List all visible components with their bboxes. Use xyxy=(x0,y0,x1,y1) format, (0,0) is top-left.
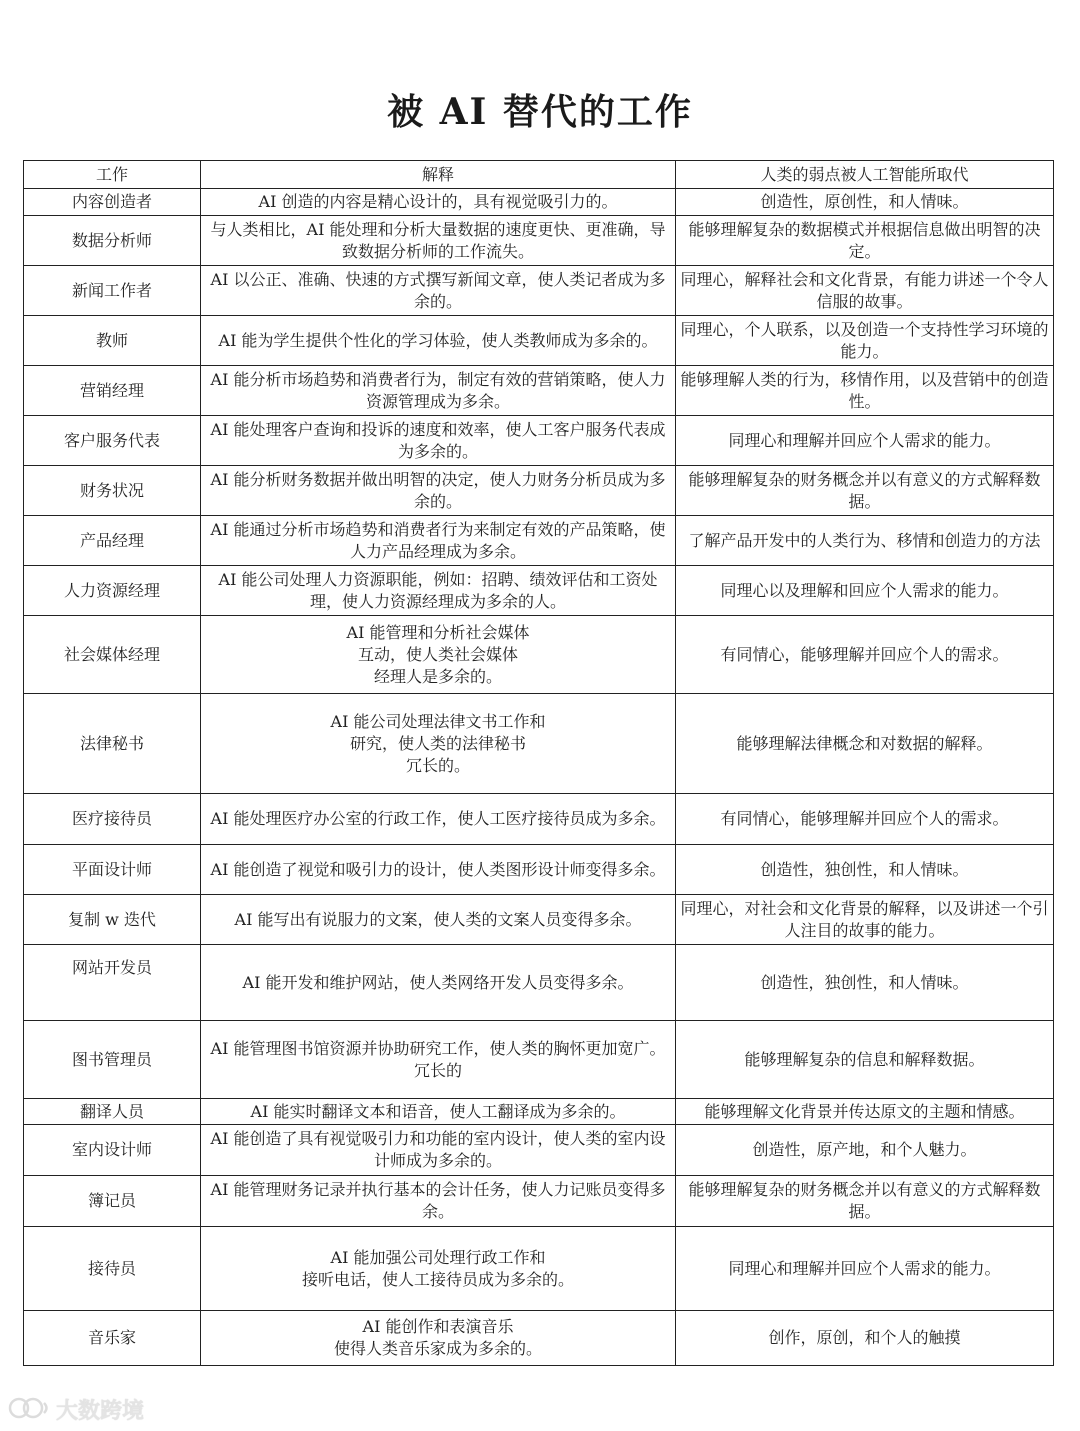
table-row xyxy=(24,189,1054,216)
weakness-cell: 创造性，独创性，和人情味。 xyxy=(676,945,1054,1021)
weakness-cell: 能够理解法律概念和对数据的解释。 xyxy=(676,694,1054,794)
job-cell: 财务状况 xyxy=(24,466,201,516)
weakness-cell: 能够理解复杂的数据模式并根据信息做出明智的决定。 xyxy=(676,216,1054,266)
explanation-cell: AI 能开发和维护网站，使人类网络开发人员变得多余。 xyxy=(201,945,676,1021)
weakness-cell: 同理心，解释社会和文化背景，有能力讲述一个令人信服的故事。 xyxy=(676,266,1054,316)
weakness-cell: 能够理解人类的行为，移情作用，以及营销中的创造性。 xyxy=(676,366,1054,416)
job-cell: 室内设计师 xyxy=(24,1125,201,1176)
weakness-cell: 创造性，独创性，和人情味。 xyxy=(676,845,1054,895)
explanation-cell: AI 能为学生提供个性化的学习体验，使人类教师成为多余的。 xyxy=(201,316,676,366)
weakness-cell: 创造性，原产地，和个人魅力。 xyxy=(676,1125,1054,1176)
explanation-cell: AI 能创作和表演音乐 使得人类音乐家成为多余的。 xyxy=(201,1311,676,1366)
explanation-cell: AI 能管理图书馆资源并协助研究工作，使人类的胸怀更加宽广。 冗长的 xyxy=(201,1021,676,1099)
job-cell: 内容创造者 xyxy=(24,189,201,216)
explanation-cell: AI 能处理客户查询和投诉的速度和效率，使人工客户服务代表成为多余的。 xyxy=(201,416,676,466)
explanation-cell: AI 能创造了具有视觉吸引力和功能的室内设计，使人类的室内设计师成为多余的。 xyxy=(201,1125,676,1176)
explanation-cell: AI 能分析市场趋势和消费者行为，制定有效的营销策略，使人力资源管理成为多余。 xyxy=(201,366,676,416)
job-cell: 簿记员 xyxy=(24,1176,201,1227)
page-title: 被 AI 替代的工作 xyxy=(387,91,693,133)
explanation-cell: AI 能分析财务数据并做出明智的决定，使人力财务分析员成为多余的。 xyxy=(201,466,676,516)
table-row xyxy=(24,895,1054,945)
weakness-cell: 能够理解文化背景并传达原文的主题和情感。 xyxy=(676,1099,1054,1125)
explanation-cell: AI 能写出有说服力的文案，使人类的文案人员变得多余。 xyxy=(201,895,676,945)
table-row xyxy=(24,216,1054,266)
job-cell: 翻译人员 xyxy=(24,1099,201,1125)
explanation-cell: AI 能处理医疗办公室的行政工作，使人工医疗接待员成为多余。 xyxy=(201,794,676,845)
weakness-cell: 了解产品开发中的人类行为、移情和创造力的方法 xyxy=(676,516,1054,566)
table-row xyxy=(24,366,1054,416)
table-row xyxy=(24,1125,1054,1176)
explanation-cell: AI 能公司处理法律文书工作和 研究，使人类的法律秘书 冗长的。 xyxy=(201,694,676,794)
job-cell: 社会媒体经理 xyxy=(24,616,201,694)
table-header-row xyxy=(24,161,1054,189)
job-cell: 图书管理员 xyxy=(24,1021,201,1099)
weakness-cell: 同理心和理解并回应个人需求的能力。 xyxy=(676,416,1054,466)
job-cell: 网站开发员 xyxy=(24,945,201,1021)
weakness-cell: 能够理解复杂的信息和解释数据。 xyxy=(676,1021,1054,1099)
watermark xyxy=(8,1394,144,1425)
table-row xyxy=(24,1099,1054,1125)
weakness-cell: 有同情心，能够理解并回应个人的需求。 xyxy=(676,794,1054,845)
table-row xyxy=(24,1227,1054,1311)
weakness-cell: 同理心，对社会和文化背景的解释，以及讲述一个引人注目的故事的能力。 xyxy=(676,895,1054,945)
table-row xyxy=(24,1311,1054,1366)
jobs-table xyxy=(23,160,1054,1366)
job-cell: 接待员 xyxy=(24,1227,201,1311)
weakness-cell: 创造性，原创性，和人情味。 xyxy=(676,189,1054,216)
table-row xyxy=(24,266,1054,316)
table-row xyxy=(24,516,1054,566)
table-row xyxy=(24,316,1054,366)
header-job: 工作 xyxy=(24,161,201,189)
job-cell: 数据分析师 xyxy=(24,216,201,266)
job-cell: 新闻工作者 xyxy=(24,266,201,316)
table-row xyxy=(24,416,1054,466)
job-cell: 产品经理 xyxy=(24,516,201,566)
explanation-cell: AI 创造的内容是精心设计的，具有视觉吸引力的。 xyxy=(201,189,676,216)
table-row xyxy=(24,945,1054,1021)
job-cell: 音乐家 xyxy=(24,1311,201,1366)
weakness-cell: 能够理解复杂的财务概念并以有意义的方式解释数据。 xyxy=(676,1176,1054,1227)
header-weakness: 人类的弱点被人工智能所取代 xyxy=(676,161,1054,189)
table-row xyxy=(24,845,1054,895)
weakness-cell: 有同情心，能够理解并回应个人的需求。 xyxy=(676,616,1054,694)
job-cell: 营销经理 xyxy=(24,366,201,416)
table-row xyxy=(24,1021,1054,1099)
job-cell: 教师 xyxy=(24,316,201,366)
weakness-cell: 同理心和理解并回应个人需求的能力。 xyxy=(676,1227,1054,1311)
table-row xyxy=(24,566,1054,616)
explanation-cell: AI 能管理财务记录并执行基本的会计任务，使人力记账员变得多余。 xyxy=(201,1176,676,1227)
watermark-logo-icon xyxy=(8,1395,52,1425)
explanation-cell: AI 能加强公司处理行政工作和 接听电话，使人工接待员成为多余的。 xyxy=(201,1227,676,1311)
table-row xyxy=(24,794,1054,845)
table-row xyxy=(24,694,1054,794)
table-row xyxy=(24,616,1054,694)
watermark-text: 大数跨境 xyxy=(56,1399,145,1424)
job-cell: 复制 w 迭代 xyxy=(24,895,201,945)
weakness-cell: 同理心以及理解和回应个人需求的能力。 xyxy=(676,566,1054,616)
explanation-cell: AI 能公司处理人力资源职能，例如：招聘、绩效评估和工资处理，使人力资源经理成为多余的人。 xyxy=(201,566,676,616)
job-cell: 人力资源经理 xyxy=(24,566,201,616)
explanation-cell: AI 能通过分析市场趋势和消费者行为来制定有效的产品策略，使人力产品经理成为多余。 xyxy=(201,516,676,566)
header-explanation: 解释 xyxy=(201,161,676,189)
explanation-cell: 与人类相比，AI 能处理和分析大量数据的速度更快、更准确，导致数据分析师的工作流失。 xyxy=(201,216,676,266)
weakness-cell: 创作，原创，和个人的触摸 xyxy=(676,1311,1054,1366)
job-cell: 医疗接待员 xyxy=(24,794,201,845)
explanation-cell: AI 以公正、准确、快速的方式撰写新闻文章，使人类记者成为多余的。 xyxy=(201,266,676,316)
weakness-cell: 能够理解复杂的财务概念并以有意义的方式解释数据。 xyxy=(676,466,1054,516)
table-row xyxy=(24,1176,1054,1227)
weakness-cell: 同理心，个人联系，以及创造一个支持性学习环境的能力。 xyxy=(676,316,1054,366)
job-cell: 法律秘书 xyxy=(24,694,201,794)
explanation-cell: AI 能实时翻译文本和语音，使人工翻译成为多余的。 xyxy=(201,1099,676,1125)
table-row xyxy=(24,466,1054,516)
explanation-cell: AI 能创造了视觉和吸引力的设计，使人类图形设计师变得多余。 xyxy=(201,845,676,895)
job-cell: 客户服务代表 xyxy=(24,416,201,466)
explanation-cell: AI 能管理和分析社会媒体 互动，使人类社会媒体 经理人是多余的。 xyxy=(201,616,676,694)
job-cell: 平面设计师 xyxy=(24,845,201,895)
